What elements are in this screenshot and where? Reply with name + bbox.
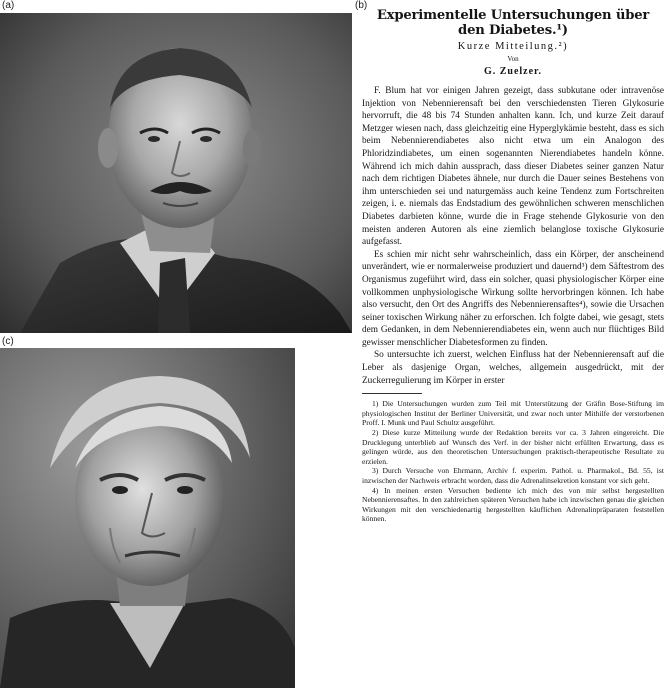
body-paragraph: Es schien mir nicht sehr wahrscheinlich, dass ein Körper, der anscheinend unverändert, wie er normalerweise produziert und dauernd³) dem Säftestrom des Organismus zugeführt wird, dass ein solcher, quasi physiologischer Körper eine vollkommen unphysiologische Wirkung sollte hervorbringen können. Ich habe also versucht, den Ort des Angriffs des Nebennierensaftes⁴), sowie die Ursachen seiner toxischen Wirkung näher zu erforschen. Ich folgte dabei, wie gesagt, stets dem Gedanken, in dem Nebennierendiabetes ein, wenn auch nur flüchtiges Bild gewisser menschlicher Diabetesformen zu finden.	[362, 249, 664, 348]
article-body	[362, 85, 664, 387]
article-title: Experimentelle Untersuchungen über den Diabetes.¹)	[376, 8, 650, 38]
article-von: Von	[507, 55, 519, 63]
portrait-a-image	[0, 13, 352, 333]
panel-label-b: (b)	[355, 0, 368, 11]
footnote: 2) Diese kurze Mitteilung wurde der Redaktion bereits vor ca. 3 Jahren eingereicht. Die Drucklegung unterblieb auf Wunsch des Verf. in der bisher nicht erfüllten Erwartung, dass es gelingen würde, aus den theoretischen Untersuchungen praktisch-therapeutische Resultate zu erzielen.	[362, 428, 664, 466]
article-author: G. Zuelzer.	[483, 66, 543, 77]
footnote-divider	[362, 393, 422, 394]
portrait-photo-a	[0, 13, 352, 333]
portrait-photo-c	[0, 348, 295, 688]
article-subtitle: Kurze Mitteilung.²)	[457, 41, 569, 52]
footnote: 1) Die Untersuchungen wurden zum Teil mit Unterstützung der Gräfin Bose-Stiftung im physiologischen Institut der Berliner Universität, und zwar noch unter Mithilfe der verstorbenen Proff. I. Munk und Paul Schultz ausgeführt.	[362, 399, 664, 428]
body-paragraph: F. Blum hat vor einigen Jahren gezeigt, dass subkutane oder intravenöse Injektion von Nebennierensaft bei den verschiedensten Tieren Glykosurie hervorruft, die 48 bis 74 Stunden anhalten kann. Ich, und kurze Zeit darauf Metzger wiesen nach, dass gleichzeitig eine Hyperglykämie besteht, dass es sich beim Nebennierendiabetes also nicht etwa um ein Analogon des Phloridzindiabetes, um einen sogenannten Nierendiabetes handeln könne. Während ich mich dahin aussprach, dass dieser Diabetes seiner ganzen Natur nach dem richtigen Diabetes ähnele, nur durch die Dauer seines Bestehens von ihm unterschieden sei und naturgemäss auch keine Tendenz zum Fortschreiten zeigen, i. e. niemals das Endstadium des gewöhnlichen schweren menschlichen Diabetes darbieten könne, wurde die in Frage stehende Glykosurie von den meisten anderen Autoren als eine ziemlich belanglose toxische Glykosurie aufgefasst.	[362, 86, 664, 248]
panel-label-a: (a)	[2, 0, 15, 11]
panel-label-c: (c)	[2, 336, 14, 347]
body-paragraph: So untersuchte ich zuerst, welchen Einfluss hat der Nebennierensaft auf die Leber als dasjenige Organ, welches, allgemein ausgedrückt, mit der Zuckerregulierung im Körper in erster	[362, 350, 664, 386]
footnote: 3) Durch Versuche von Ehrmann, Archiv f. experim. Pathol. u. Pharmakol., Bd. 55, ist inzwischen der Nachweis erbracht worden, dass die Adrenalinsekretion konstant vor sich geht.	[362, 466, 664, 485]
article-page	[362, 8, 664, 524]
footnote: 4) In meinen ersten Versuchen bediente ich mich des von mir selbst hergestellten Nebennierensaftes. In den zahlreichen späteren Versuchen habe ich inzwischen genau die gleichen Wirkungen mit den verschiedenartig hergestellten käuflichen Adrenalinpräparaten feststellen können.	[362, 485, 664, 524]
footnotes	[362, 399, 664, 524]
portrait-c-image	[0, 348, 295, 688]
